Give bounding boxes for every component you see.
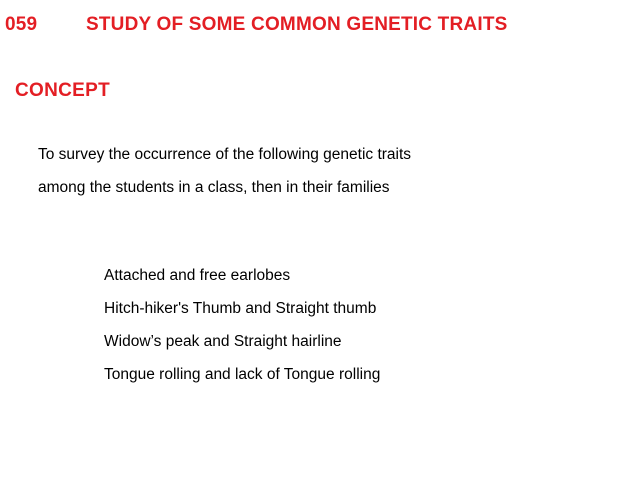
list-item: Tongue rolling and lack of Tongue rolling xyxy=(104,366,381,383)
intro-line: To survey the occurrence of the following genetic traits xyxy=(38,146,412,163)
slide-number: 059 xyxy=(5,14,38,35)
list-item: Widow’s peak and Straight hairline xyxy=(104,333,342,350)
section-heading: CONCEPT xyxy=(15,80,110,101)
intro-line: among the students in a class, then in their families xyxy=(38,179,390,196)
list-item: Hitch-hiker's Thumb and Straight thumb xyxy=(104,300,377,317)
traits-list xyxy=(104,259,604,391)
list-item: Attached and free earlobes xyxy=(104,267,291,284)
intro-paragraph xyxy=(38,138,598,204)
slide-title: STUDY OF SOME COMMON GENETIC TRAITS xyxy=(86,14,508,35)
slide-header xyxy=(5,14,628,40)
